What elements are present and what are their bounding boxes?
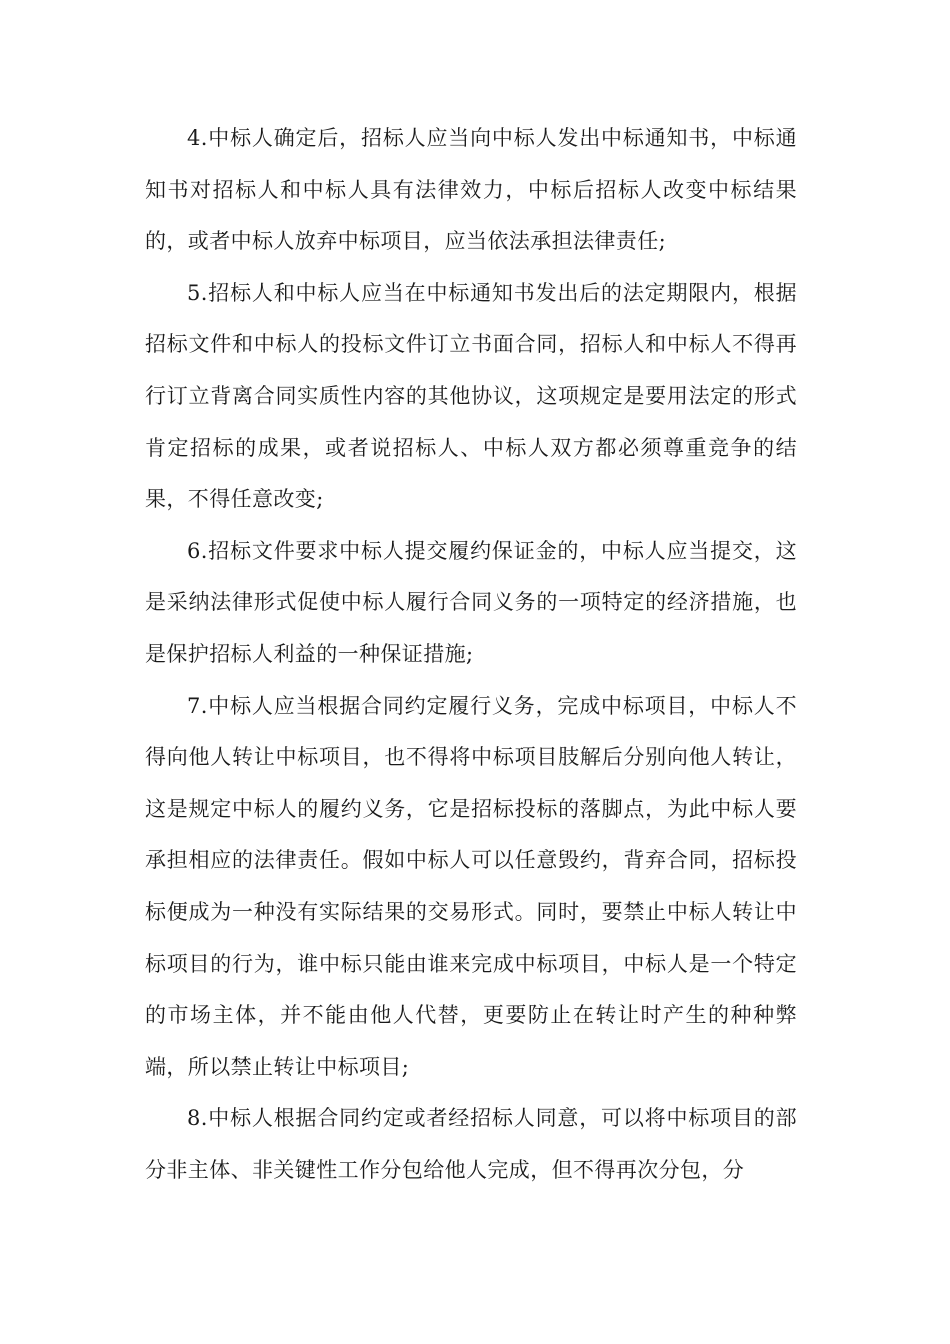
paragraph-item-7: 7.中标人应当根据合同约定履行义务，完成中标项目，中标人不得向他人转让中标项目，也不得将中标项目肢解后分别向他人转让，这是规定中标人的履约义务，它是招标投标的落脚点，为此中标人要承担相应的法律责任。假如中标人可以任意毁约，背弃合同，招标投标便成为一种没有实际结果的交易形式。同时，要禁止中标人转让中标项目的行为，谁中标只能由谁来完成中标项目，中标人是一个特定的市场主体，并不能由他人代替，更要防止在转让时产生的种种弊端，所以禁止转让中标项目;: [145, 693, 797, 1079]
paragraph-item-6: 6.招标文件要求中标人提交履约保证金的，中标人应当提交，这是采纳法律形式促使中标人履行合同义务的一项特定的经济措施，也是保护招标人利益的一种保证措施;: [145, 538, 797, 666]
document-body: [145, 113, 797, 1196]
paragraph-item-5: 5.招标人和中标人应当在中标通知书发出后的法定期限内，根据招标文件和中标人的投标文件订立书面合同，招标人和中标人不得再行订立背离合同实质性内容的其他协议，这项规定是要用法定的形式肯定招标的成果，或者说招标人、中标人双方都必须尊重竞争的结果，不得任意改变;: [145, 280, 797, 512]
paragraph-item-8: 8.中标人根据合同约定或者经招标人同意，可以将中标项目的部分非主体、非关键性工作分包给他人完成，但不得再次分包，分: [145, 1106, 797, 1182]
paragraph-item-4: 4.中标人确定后，招标人应当向中标人发出中标通知书，中标通知书对招标人和中标人具有法律效力，中标后招标人改变中标结果的，或者中标人放弃中标项目，应当依法承担法律责任;: [145, 126, 797, 254]
